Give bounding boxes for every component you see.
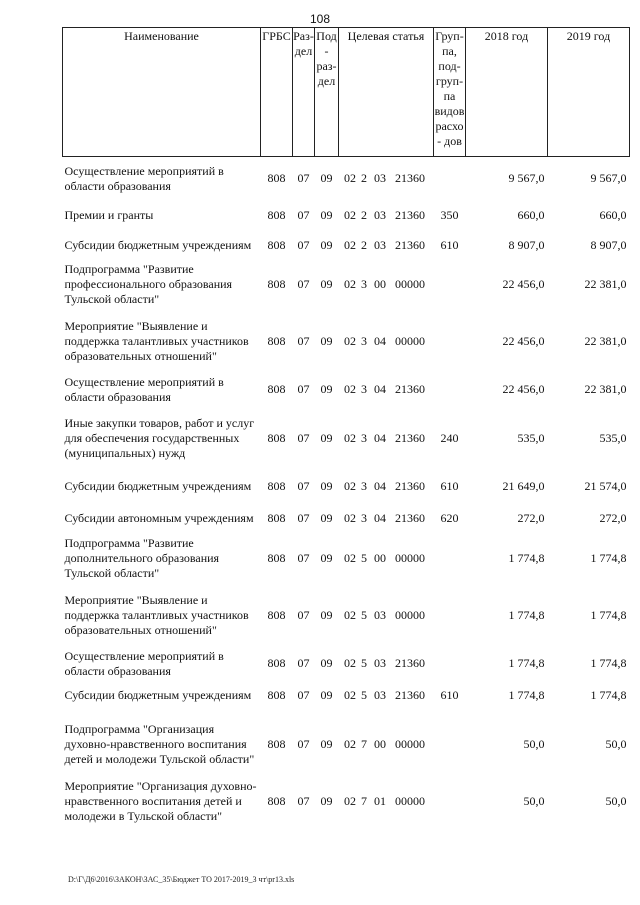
target-article-part-3: 03 [374,656,386,670]
target-article-part-3: 00 [374,551,386,565]
row-grbs: 808 [267,479,286,493]
row-name: Осуществление мероприятий в области образования [64,374,224,404]
row-razdel: 07 [297,238,310,252]
target-article-part-2: 3 [361,511,367,525]
row-amount-2019: 1 774,8 [590,551,627,565]
target-article-part-1: 02 [344,382,356,396]
row-razdel: 07 [297,479,310,493]
row-amount-2018: 8 907,0 [508,238,545,252]
row-amount-2018: 22 456,0 [502,277,545,291]
row-podrazdel: 09 [320,511,333,525]
row-target-article [339,374,434,406]
row-name: Субсидии автономным учреждениям [64,511,254,525]
row-name: Иные закупки товаров, работ и услуг для обеспечения государственных (муниципальных) нужд [64,415,255,460]
row-target-article [339,712,434,777]
header-razdel: Раз- дел [293,28,315,157]
row-expense-type: 610 [440,688,459,702]
row-razdel: 07 [297,656,310,670]
row-razdel: 07 [297,511,310,525]
table-row [63,406,630,471]
target-article-part-2: 2 [361,171,367,186]
target-article-part-2: 2 [361,208,367,222]
row-name: Субсидии бюджетным учреждениям [64,479,252,493]
header-vid: Груп- па, под- груп- па видов расхо- дов [434,28,466,157]
row-podrazdel: 09 [320,794,333,808]
target-article-part-2: 3 [361,382,367,396]
page-number: 108 [309,12,331,26]
row-name: Подпрограмма "Развитие профессионального образования Тульской области" [64,262,233,306]
header-2019: 2019 год [548,28,630,157]
row-amount-2018: 272,0 [517,511,545,525]
target-article-part-4: 21360 [395,656,425,670]
table-row [63,583,630,648]
row-name: Мероприятие "Выявление и поддержка талантливых участников образовательных отношений" [64,318,249,363]
row-amount-2019: 50,0 [605,794,627,808]
target-article-part-3: 01 [374,794,386,808]
target-article-part-3: 04 [374,511,386,525]
table-header [63,28,630,157]
row-podrazdel: 09 [320,656,333,670]
row-grbs: 808 [267,382,286,396]
row-podrazdel: 09 [320,688,333,702]
row-expense-type [434,535,466,583]
target-article-part-4: 21360 [395,511,425,525]
row-amount-2019: 22 381,0 [584,333,627,348]
header-name: Наименование [63,28,261,157]
row-razdel: 07 [297,333,310,348]
target-article-part-4: 00000 [395,736,425,751]
target-article-part-2: 5 [361,607,367,622]
row-podrazdel: 09 [320,607,333,622]
row-grbs: 808 [267,171,286,186]
target-article-part-4: 00000 [395,607,425,622]
table-body [63,157,630,827]
target-article-part-1: 02 [344,238,356,252]
table-row [63,309,630,374]
target-article-part-3: 03 [374,208,386,222]
footer-file-path: D:\Г\Д6\2016\ЗАКОН\ЗАС_35\Бюджет ТО 2017-2019_3 чт\pr13.xls [68,875,295,884]
row-razdel: 07 [297,794,310,808]
row-expense-type [434,309,466,374]
row-name: Подпрограмма "Организация духовно-нравственного воспитания детей и молодежи Тульской области" [64,721,255,766]
target-article-part-1: 02 [344,607,356,622]
target-article-part-3: 03 [374,607,386,622]
row-grbs: 808 [267,277,286,291]
row-target-article [339,157,434,201]
row-podrazdel: 09 [320,430,333,445]
target-article-part-1: 02 [344,551,356,565]
row-amount-2019: 1 774,8 [590,688,627,702]
row-name: Осуществление мероприятий в области образования [64,648,224,678]
target-article-part-3: 00 [374,277,386,291]
row-amount-2019: 50,0 [605,736,627,751]
target-article-part-3: 03 [374,238,386,252]
target-article-part-2: 5 [361,551,367,565]
row-expense-type [434,157,466,201]
row-amount-2019: 272,0 [599,511,627,525]
target-article-part-4: 21360 [395,171,425,186]
target-article-part-3: 03 [374,688,386,702]
target-article-part-4: 21360 [395,382,425,396]
table-row [63,261,630,309]
row-amount-2018: 22 456,0 [502,333,545,348]
target-article-part-1: 02 [344,171,356,186]
target-article-part-4: 00000 [395,551,425,565]
row-amount-2019: 22 381,0 [584,382,627,396]
row-podrazdel: 09 [320,333,333,348]
row-grbs: 808 [267,656,286,670]
row-amount-2019: 535,0 [599,430,627,445]
row-amount-2019: 8 907,0 [590,238,627,252]
target-article-part-4: 21360 [395,479,425,493]
table-row [63,535,630,583]
target-article-part-4: 00000 [395,277,425,291]
row-amount-2018: 535,0 [517,430,545,445]
row-amount-2019: 9 567,0 [590,171,627,186]
row-podrazdel: 09 [320,171,333,186]
target-article-part-4: 21360 [395,238,425,252]
row-name: Подпрограмма "Развитие дополнительного образования Тульской области" [64,536,220,580]
table-row [63,374,630,406]
row-amount-2018: 9 567,0 [508,171,545,186]
header-target: Целевая статья [339,28,434,157]
target-article-part-2: 5 [361,656,367,670]
row-razdel: 07 [297,551,310,565]
row-podrazdel: 09 [320,551,333,565]
row-razdel: 07 [297,171,310,186]
target-article-part-4: 21360 [395,430,425,445]
target-article-part-4: 21360 [395,688,425,702]
table-row [63,777,630,827]
row-target-article [339,471,434,503]
row-razdel: 07 [297,382,310,396]
row-expense-type: 610 [440,238,459,252]
row-target-article [339,309,434,374]
row-amount-2019: 1 774,8 [590,607,627,622]
row-amount-2019: 22 381,0 [584,277,627,291]
row-target-article [339,201,434,231]
target-article-part-4: 21360 [395,208,425,222]
table-row [63,231,630,261]
row-razdel: 07 [297,607,310,622]
table-row [63,680,630,712]
target-article-part-4: 00000 [395,794,425,808]
target-article-part-3: 04 [374,430,386,445]
target-article-part-3: 03 [374,171,386,186]
row-podrazdel: 09 [320,479,333,493]
row-expense-type [434,261,466,309]
row-amount-2018: 50,0 [523,736,545,751]
row-grbs: 808 [267,511,286,525]
row-expense-type [434,648,466,680]
row-amount-2018: 660,0 [517,208,545,222]
target-article-part-3: 04 [374,479,386,493]
row-expense-type [434,712,466,777]
row-expense-type: 620 [440,511,459,525]
row-name: Осуществление мероприятий в области образования [64,163,224,193]
target-article-part-3: 00 [374,736,386,751]
row-name: Мероприятие "Выявление и поддержка талантливых участников образовательных отношений" [64,592,249,637]
row-target-article [339,680,434,712]
row-amount-2018: 22 456,0 [502,382,545,396]
row-target-article [339,261,434,309]
row-grbs: 808 [267,794,286,808]
row-amount-2018: 21 649,0 [502,479,545,493]
row-podrazdel: 09 [320,238,333,252]
row-razdel: 07 [297,208,310,222]
row-target-article [339,503,434,535]
row-podrazdel: 09 [320,382,333,396]
row-amount-2018: 1 774,8 [508,607,545,622]
row-razdel: 07 [297,277,310,291]
target-article-part-2: 5 [361,688,367,702]
target-article-part-1: 02 [344,794,356,808]
row-target-article [339,535,434,583]
row-razdel: 07 [297,430,310,445]
row-target-article [339,648,434,680]
row-razdel: 07 [297,688,310,702]
row-expense-type: 240 [440,430,459,445]
target-article-part-1: 02 [344,736,356,751]
row-name: Премии и гранты [64,208,154,222]
target-article-part-1: 02 [344,208,356,222]
target-article-part-1: 02 [344,479,356,493]
row-expense-type [434,583,466,648]
row-name: Мероприятие "Организация духовно-нравственного воспитания детей и молодежи в Тульской области" [64,779,257,823]
target-article-part-3: 04 [374,382,386,396]
target-article-part-1: 02 [344,333,356,348]
row-name: Субсидии бюджетным учреждениям [64,238,252,252]
row-expense-type: 610 [440,479,459,493]
row-amount-2018: 1 774,8 [508,551,545,565]
row-grbs: 808 [267,688,286,702]
target-article-part-2: 3 [361,333,367,348]
row-podrazdel: 09 [320,277,333,291]
target-article-part-1: 02 [344,656,356,670]
row-podrazdel: 09 [320,208,333,222]
row-target-article [339,583,434,648]
row-amount-2019: 21 574,0 [584,479,627,493]
row-target-article [339,777,434,827]
row-name: Субсидии бюджетным учреждениям [64,688,252,702]
table-row [63,201,630,231]
target-article-part-2: 2 [361,238,367,252]
row-expense-type [434,374,466,406]
row-amount-2019: 1 774,8 [590,656,627,670]
target-article-part-3: 04 [374,333,386,348]
row-grbs: 808 [267,333,286,348]
target-article-part-2: 7 [361,794,367,808]
target-article-part-2: 3 [361,430,367,445]
row-podrazdel: 09 [320,736,333,751]
budget-table [62,27,630,827]
header-2018: 2018 год [466,28,548,157]
target-article-part-1: 02 [344,511,356,525]
row-razdel: 07 [297,736,310,751]
row-expense-type [434,777,466,827]
table-row [63,503,630,535]
target-article-part-4: 00000 [395,333,425,348]
target-article-part-1: 02 [344,277,356,291]
row-grbs: 808 [267,430,286,445]
table-row [63,157,630,201]
target-article-part-2: 7 [361,736,367,751]
header-podrazdel: Под- раз- дел [315,28,339,157]
row-expense-type: 350 [440,208,459,222]
row-amount-2018: 1 774,8 [508,688,545,702]
row-amount-2019: 660,0 [599,208,627,222]
table-row [63,648,630,680]
header-grbs: ГРБС [261,28,293,157]
row-grbs: 808 [267,607,286,622]
row-amount-2018: 50,0 [523,794,545,808]
target-article-part-1: 02 [344,688,356,702]
row-target-article [339,231,434,261]
target-article-part-2: 3 [361,277,367,291]
target-article-part-1: 02 [344,430,356,445]
table-row [63,471,630,503]
row-grbs: 808 [267,736,286,751]
row-grbs: 808 [267,208,286,222]
row-target-article [339,406,434,471]
row-grbs: 808 [267,551,286,565]
target-article-part-2: 3 [361,479,367,493]
row-grbs: 808 [267,238,286,252]
row-amount-2018: 1 774,8 [508,656,545,670]
table-row [63,712,630,777]
